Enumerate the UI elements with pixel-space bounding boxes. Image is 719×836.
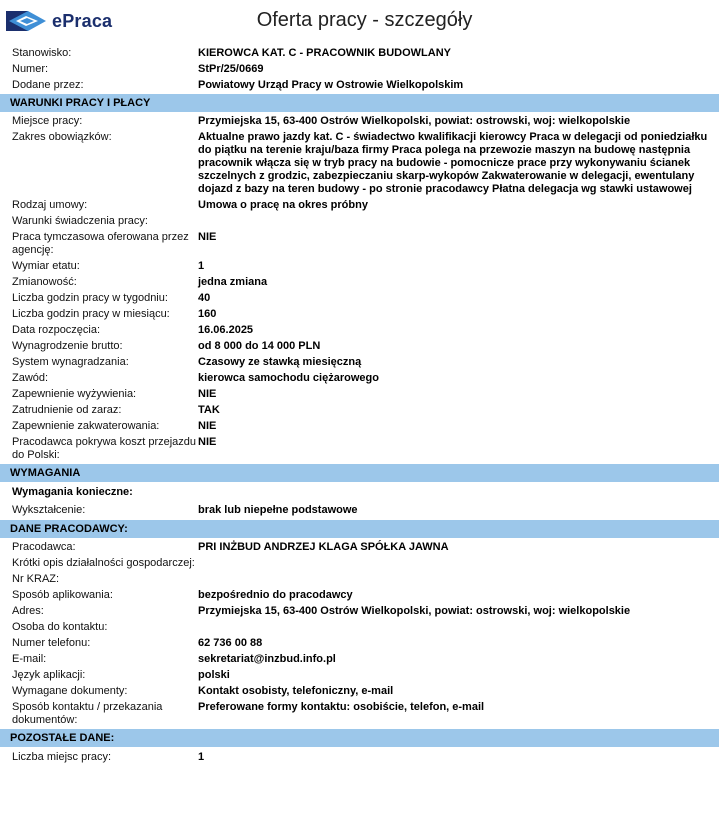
detail-value: TAK <box>198 404 220 416</box>
detail-row <box>0 372 719 385</box>
page-header <box>0 0 719 44</box>
detail-value: PRI INŻBUD ANDRZEJ KLAGA SPÓŁKA JAWNA <box>198 541 449 553</box>
detail-row <box>0 308 719 321</box>
detail-label: Data rozpoczęcia: <box>12 324 101 336</box>
detail-label: Adres: <box>12 605 44 617</box>
detail-row <box>0 231 719 257</box>
detail-row <box>0 541 719 554</box>
detail-label: Sposób aplikowania: <box>12 589 113 601</box>
detail-label: Zatrudnienie od zaraz: <box>12 404 122 416</box>
detail-row <box>0 701 719 727</box>
wymagania-rows <box>0 504 719 517</box>
detail-row <box>0 504 719 517</box>
detail-label: Wykształcenie: <box>12 504 86 516</box>
section-warunki: WARUNKI PRACY I PŁACY <box>0 94 719 112</box>
detail-row <box>0 621 719 634</box>
detail-row <box>0 388 719 401</box>
detail-label: Numer telefonu: <box>12 637 91 649</box>
detail-value: polski <box>198 669 230 681</box>
detail-label: Pracodawca: <box>12 541 76 553</box>
section-pozostale: POZOSTAŁE DANE: <box>0 729 719 747</box>
detail-row <box>0 131 719 196</box>
detail-label: E-mail: <box>12 653 47 665</box>
detail-value: NIE <box>198 388 217 400</box>
page-title: Oferta pracy - szczegóły <box>256 9 473 31</box>
detail-value: Umowa o pracę na okres próbny <box>198 199 368 211</box>
warunki-rows <box>0 115 719 462</box>
detail-value: Powiatowy Urząd Pracy w Ostrowie Wielkopolskim <box>198 79 464 91</box>
detail-row <box>0 199 719 212</box>
detail-label: Osoba do kontaktu: <box>12 621 108 633</box>
section-wymagania: WYMAGANIA <box>0 464 719 482</box>
detail-row <box>0 669 719 682</box>
detail-row <box>0 751 719 764</box>
pracodawca-rows <box>0 541 719 727</box>
detail-value: sekretariat@inzbud.info.pl <box>198 653 336 665</box>
detail-value <box>198 621 713 634</box>
detail-row <box>0 420 719 433</box>
detail-row <box>0 404 719 417</box>
detail-label: Zawód: <box>12 372 49 384</box>
detail-value: jedna zmiana <box>198 276 268 288</box>
detail-label: Dodane przez: <box>12 79 84 91</box>
detail-label: Miejsce pracy: <box>12 115 83 127</box>
detail-value: 1 <box>198 260 205 272</box>
detail-value: NIE <box>198 420 217 432</box>
section-pracodawca: DANE PRACODAWCY: <box>0 520 719 538</box>
detail-row <box>0 637 719 650</box>
detail-value: 160 <box>198 308 217 320</box>
detail-value: brak lub niepełne podstawowe <box>198 504 358 516</box>
detail-value: Preferowane formy kontaktu: osobiście, telefon, e-mail <box>198 701 485 713</box>
detail-value: 16.06.2025 <box>198 324 254 336</box>
detail-label: Zapewnienie zakwaterowania: <box>12 420 160 432</box>
detail-value: bezpośrednio do pracodawcy <box>198 589 353 601</box>
detail-value: 1 <box>198 751 205 763</box>
detail-label: Sposób kontaktu / przekazania dokumentów: <box>12 701 163 726</box>
detail-row <box>0 356 719 369</box>
detail-label: Numer: <box>12 63 49 75</box>
logo-text: ePraca <box>52 10 113 31</box>
detail-label: Wymagane dokumenty: <box>12 685 128 697</box>
detail-row <box>0 605 719 618</box>
detail-label: System wynagradzania: <box>12 356 129 368</box>
detail-label: Nr KRAZ: <box>12 573 60 585</box>
detail-row <box>0 276 719 289</box>
detail-row <box>0 573 719 586</box>
detail-label: Rodzaj umowy: <box>12 199 88 211</box>
detail-row <box>0 436 719 462</box>
detail-label: Pracodawca pokrywa koszt przejazdu do Polski: <box>12 436 197 461</box>
detail-label: Zapewnienie wyżywienia: <box>12 388 137 400</box>
detail-row <box>0 115 719 128</box>
detail-label: Praca tymczasowa oferowana przez agencję: <box>12 231 189 256</box>
detail-label: Warunki świadczenia pracy: <box>12 215 148 227</box>
detail-row <box>0 653 719 666</box>
detail-row <box>0 260 719 273</box>
detail-value <box>198 215 713 228</box>
detail-row <box>0 63 719 76</box>
detail-value: Przymiejska 15, 63-400 Ostrów Wielkopolski, powiat: ostrowski, woj: wielkopolskie <box>198 605 631 617</box>
wymagania-subheading: Wymagania konieczne: <box>12 486 133 498</box>
detail-label: Zakres obowiązków: <box>12 131 112 143</box>
offer-details <box>0 47 719 764</box>
detail-label: Liczba godzin pracy w miesiącu: <box>12 308 170 320</box>
detail-value: Czasowy ze stawką miesięczną <box>198 356 362 368</box>
detail-row <box>0 79 719 92</box>
detail-label: Krótki opis działalności gospodarczej: <box>12 557 195 569</box>
detail-row <box>0 557 719 570</box>
detail-value <box>198 573 713 586</box>
detail-value: NIE <box>198 436 217 448</box>
detail-value: kierowca samochodu ciężarowego <box>198 372 379 384</box>
detail-row <box>0 589 719 602</box>
detail-label: Zmianowość: <box>12 276 77 288</box>
detail-value: od 8 000 do 14 000 PLN <box>198 340 321 352</box>
detail-label: Język aplikacji: <box>12 669 86 681</box>
detail-label: Stanowisko: <box>12 47 72 59</box>
detail-row <box>0 340 719 353</box>
detail-label: Liczba miejsc pracy: <box>12 751 112 763</box>
detail-value: Kontakt osobisty, telefoniczny, e-mail <box>198 685 394 697</box>
detail-label: Wymiar etatu: <box>12 260 80 272</box>
detail-label: Wynagrodzenie brutto: <box>12 340 123 352</box>
pozostale-rows <box>0 751 719 764</box>
detail-row <box>0 47 719 60</box>
detail-value: 40 <box>198 292 211 304</box>
detail-value: NIE <box>198 231 217 243</box>
detail-row <box>0 292 719 305</box>
detail-value: 62 736 00 88 <box>198 637 263 649</box>
detail-value <box>198 557 713 570</box>
detail-value: Przymiejska 15, 63-400 Ostrów Wielkopolski, powiat: ostrowski, woj: wielkopolskie <box>198 115 631 127</box>
detail-row <box>0 324 719 337</box>
detail-row <box>0 685 719 698</box>
top-rows <box>0 47 719 92</box>
detail-value: Aktualne prawo jazdy kat. C - świadectwo kwalifikacji kierowcy Praca w delegacji od poniedziałku do piątku na terenie kraju/baza firmy Praca polega na przewozie maszyn na budowę następnia pracownik włącza się w tryb pracy na budowie - pomocnicze prace przy wykonywaniu ścianek szczelnych z grodzic, zabezpieczaniu skarp-wykopów Zakwaterowanie w delegacji, ewentulany dojazd z bazy na teren budowy - po stronie pracodawcy Płatna delegacja wg stawki ustawowej <box>198 131 708 195</box>
detail-row <box>0 215 719 228</box>
detail-value: StPr/25/0669 <box>198 63 264 75</box>
detail-label: Liczba godzin pracy w tygodniu: <box>12 292 168 304</box>
detail-value: KIEROWCA KAT. C - PRACOWNIK BUDOWLANY <box>198 47 451 59</box>
